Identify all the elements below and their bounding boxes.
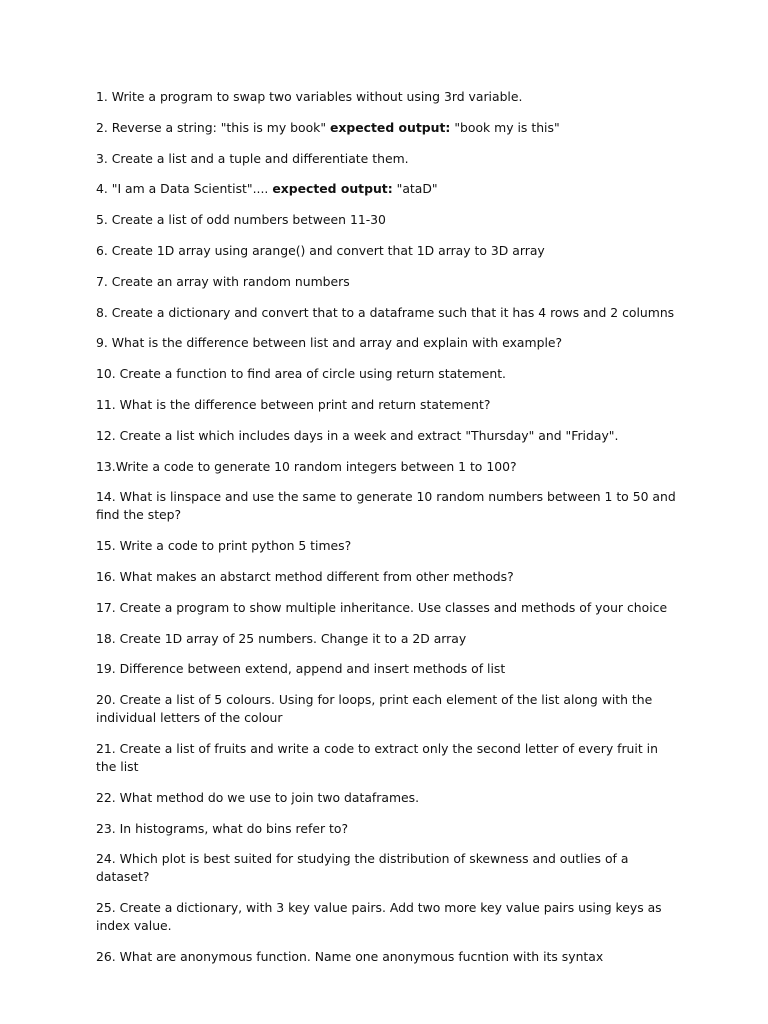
question-17: 17. Create a program to show multiple inheritance. Use classes and methods of your choice xyxy=(96,599,668,615)
expected-output-label: expected output: xyxy=(330,119,451,135)
question-7: 7. Create an array with random numbers xyxy=(96,273,350,289)
question-24: 24. Which plot is best suited for studying the distribution of skewness and outlies of a dataset? xyxy=(96,851,629,885)
question-1: 1. Write a program to swap two variables without using 3rd variable. xyxy=(96,89,523,104)
question-25: 25. Create a dictionary, with 3 key value pairs. Add two more key value pairs using keys as index value. xyxy=(96,900,662,934)
question-5: 5. Create a list of odd numbers between 11-30 xyxy=(96,212,386,228)
question-14: 14. What is linspace and use the same to generate 10 random numbers between 1 to 50 and find the step? xyxy=(96,489,676,523)
question-18: 18. Create 1D array of 25 numbers. Change it to a 2D array xyxy=(96,630,467,646)
expected-output-label: expected output: xyxy=(272,181,393,197)
question-9: 9. What is the difference between list and array and explain with example? xyxy=(96,335,563,351)
question-8: 8. Create a dictionary and convert that to a dataframe such that it has 4 rows and 2 columns xyxy=(96,304,675,320)
question-20: 20. Create a list of 5 colours. Using for loops, print each element of the list along with the individual letters of the colour xyxy=(96,692,653,726)
question-15: 15. Write a code to print python 5 times? xyxy=(96,538,352,554)
question-21: 21. Create a list of fruits and write a code to extract only the second letter of every fruit in the list xyxy=(96,740,658,774)
question-16: 16. What makes an abstarct method different from other methods? xyxy=(96,568,514,584)
question-4: 4. "I am a Data Scientist".... expected output: "ataD" xyxy=(96,181,438,197)
question-2: 2. Reverse a string: "this is my book" expected output: "book my is this" xyxy=(96,119,560,135)
question-6: 6. Create 1D array using arange() and convert that 1D array to 3D array xyxy=(96,242,545,258)
question-11: 11. What is the difference between print and return statement? xyxy=(96,396,491,412)
question-13: 13.Write a code to generate 10 random integers between 1 to 100? xyxy=(96,458,517,474)
question-19: 19. Difference between extend, append and insert methods of list xyxy=(96,661,506,677)
question-26: 26. What are anonymous function. Name one anonymous fucntion with its syntax xyxy=(96,948,604,964)
question-23: 23. In histograms, what do bins refer to? xyxy=(96,820,349,836)
question-12: 12. Create a list which includes days in a week and extract "Thursday" and "Friday". xyxy=(96,427,619,443)
question-10: 10. Create a function to find area of circle using return statement. xyxy=(96,366,506,382)
question-22: 22. What method do we use to join two dataframes. xyxy=(96,789,420,805)
question-3: 3. Create a list and a tuple and differentiate them. xyxy=(96,150,409,166)
